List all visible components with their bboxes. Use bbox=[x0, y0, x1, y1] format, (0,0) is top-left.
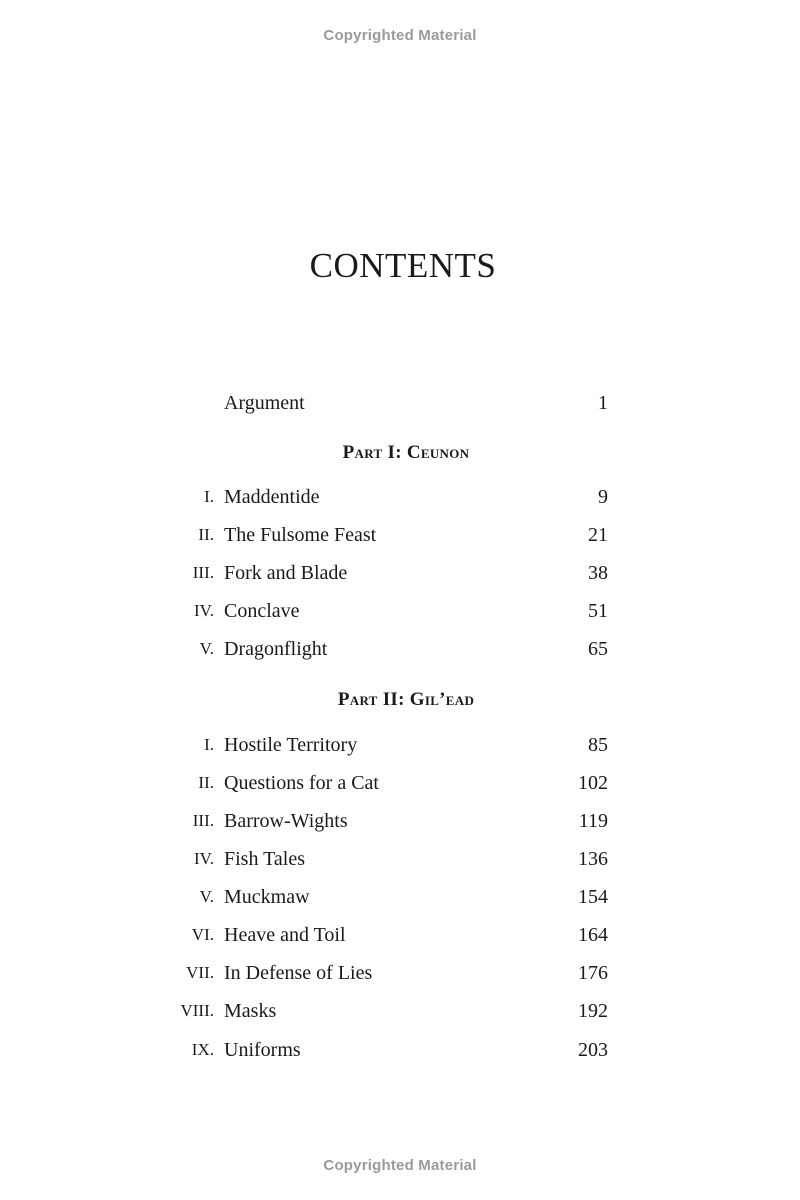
toc-entry[interactable] bbox=[0, 996, 800, 1026]
chapter-number: VI. bbox=[191, 925, 214, 944]
chapter-number: I. bbox=[204, 735, 214, 754]
chapter-number: V. bbox=[199, 887, 214, 906]
toc-entry-title: Maddentide bbox=[224, 486, 320, 508]
toc-entry-page: 154 bbox=[578, 886, 608, 908]
toc-entry[interactable] bbox=[0, 634, 800, 664]
toc-entry-argument[interactable] bbox=[0, 388, 800, 418]
chapter-number: V. bbox=[199, 639, 214, 658]
toc-entry[interactable] bbox=[0, 768, 800, 798]
toc-entry[interactable] bbox=[0, 920, 800, 950]
toc-entry-page: 1 bbox=[598, 392, 608, 414]
toc-entry-title: Argument bbox=[224, 392, 305, 414]
toc-entry[interactable] bbox=[0, 882, 800, 912]
toc-entry[interactable] bbox=[0, 482, 800, 512]
toc-entry-page: 9 bbox=[598, 486, 608, 508]
toc-entry-title: Heave and Toil bbox=[224, 924, 346, 946]
toc-entry-title: Fish Tales bbox=[224, 848, 306, 870]
toc-entry-title: Dragonflight bbox=[224, 638, 328, 660]
toc-entry-title: Masks bbox=[224, 1000, 277, 1022]
copyright-watermark-bottom: Copyrighted Material bbox=[323, 1157, 477, 1174]
toc-entry[interactable] bbox=[0, 558, 800, 588]
toc-entry-title: Muckmaw bbox=[224, 886, 310, 908]
toc-entry-title: Questions for a Cat bbox=[224, 772, 379, 794]
part-heading: Part I: Ceunon bbox=[342, 442, 470, 463]
toc-entry-page: 203 bbox=[578, 1039, 608, 1061]
toc-entry-page: 65 bbox=[588, 638, 608, 660]
chapter-number: II. bbox=[198, 773, 214, 792]
copyright-watermark-top: Copyrighted Material bbox=[323, 27, 477, 44]
toc-entry-title: In Defense of Lies bbox=[224, 962, 373, 984]
toc-entry[interactable] bbox=[0, 596, 800, 626]
toc-entry-page: 176 bbox=[578, 962, 608, 984]
part-heading: Part II: Gil’ead bbox=[337, 689, 475, 710]
toc-entry-title: Hostile Territory bbox=[224, 734, 358, 756]
toc-entry[interactable] bbox=[0, 520, 800, 550]
toc-entry[interactable] bbox=[0, 958, 800, 988]
chapter-number: III. bbox=[192, 563, 214, 582]
toc-entry[interactable] bbox=[0, 1035, 800, 1065]
toc-entry-page: 192 bbox=[578, 1000, 608, 1022]
chapter-number: IV. bbox=[194, 601, 214, 620]
toc-entry-page: 21 bbox=[588, 524, 608, 546]
chapter-number: VII. bbox=[186, 963, 214, 982]
toc-entry-page: 136 bbox=[578, 848, 608, 870]
toc-entry-title: Barrow-Wights bbox=[224, 810, 348, 832]
chapter-number: IX. bbox=[191, 1040, 214, 1059]
toc-entry-title: The Fulsome Feast bbox=[224, 524, 377, 546]
chapter-number: VIII. bbox=[180, 1001, 214, 1020]
toc-entry-page: 119 bbox=[578, 810, 608, 832]
chapter-number: III. bbox=[192, 811, 214, 830]
chapter-number: IV. bbox=[194, 849, 214, 868]
toc-entry[interactable] bbox=[0, 730, 800, 760]
chapter-number: II. bbox=[198, 525, 214, 544]
toc-entry-title: Uniforms bbox=[224, 1039, 301, 1061]
toc-entry-page: 164 bbox=[578, 924, 608, 946]
chapter-number: I. bbox=[204, 487, 214, 506]
toc-entry-title: Conclave bbox=[224, 600, 300, 622]
toc-entry-page: 51 bbox=[588, 600, 608, 622]
toc-entry-page: 102 bbox=[578, 772, 608, 794]
toc-entry-page: 85 bbox=[588, 734, 608, 756]
toc-entry[interactable] bbox=[0, 806, 800, 836]
toc-entry-page: 38 bbox=[588, 562, 608, 584]
page-title: CONTENTS bbox=[309, 246, 497, 285]
toc-entry[interactable] bbox=[0, 844, 800, 874]
toc-entry-title: Fork and Blade bbox=[224, 562, 348, 584]
